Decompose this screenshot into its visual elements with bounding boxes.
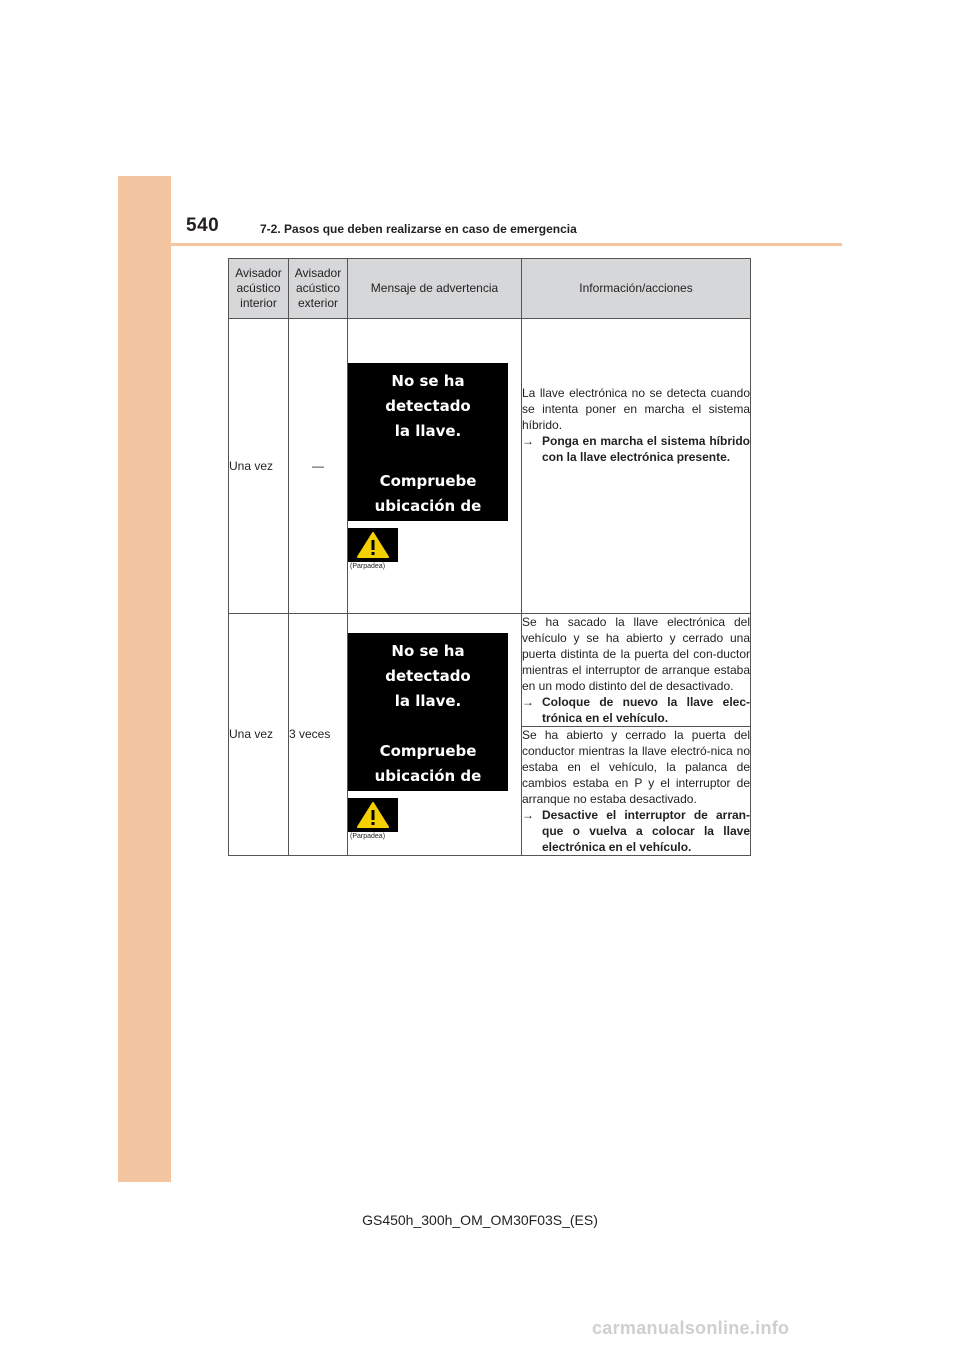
col-header-message: Mensaje de advertencia [348, 259, 522, 319]
message-line: ubicación de [374, 767, 482, 785]
col-header-interior: Avisador acústico interior [229, 259, 289, 319]
table-header-row [229, 259, 751, 319]
message-line: Compruebe [379, 471, 477, 490]
exterior-buzzer-cell: — [289, 319, 348, 614]
interior-buzzer-cell: Una vez [229, 614, 289, 856]
arrow-icon: → [522, 695, 534, 709]
table-row [229, 319, 751, 614]
blink-label: (Parpadea) [350, 562, 386, 570]
message-line: llave. [404, 792, 452, 810]
section-title: 7-2. Pasos que deben realizarse en caso de emergencia [260, 222, 577, 236]
info-text: Se ha sacado la llave electrónica del vehículo y se ha abierto y cerrado una puerta distinta de la puerta del con-ductor mientras el interruptor de arranque estaba en un modo distinto del de desactivado. [522, 615, 750, 693]
footer-doc-code: GS450h_300h_OM_OM30F03S_(ES) [362, 1212, 598, 1228]
message-line: la llave. [394, 692, 462, 710]
info-action [522, 694, 750, 726]
info-text: La llave electrónica no se detecta cuando se intenta poner en marcha el sistema híbrido. [522, 386, 750, 432]
info-cell [522, 319, 751, 614]
watermark: carmanualsonline.info [592, 1318, 790, 1338]
warning-table [228, 258, 751, 856]
arrow-icon: → [522, 434, 534, 448]
warning-triangle-icon [357, 802, 389, 828]
message-line: No se ha detectado [385, 642, 471, 685]
info-text: Se ha abierto y cerrado la puerta del conductor mientras la llave electró-nica no estaba en el vehículo, la palanca de cambios estaba en P y el interruptor de arranque no estaba desactivado. [522, 728, 750, 806]
col-header-exterior: Avisador acústico exterior [289, 259, 348, 319]
warning-message-cell [348, 614, 522, 856]
col-header-info: Información/acciones [522, 259, 751, 319]
action-text: Coloque de nuevo la llave elec-trónica en el vehículo. [542, 695, 750, 725]
blink-label: (Parpadea) [350, 833, 386, 840]
message-line: No se ha detectado [385, 371, 471, 415]
warning-indicator [348, 528, 398, 562]
warning-indicator [348, 798, 398, 832]
info-cell [522, 727, 751, 856]
info-cell [522, 614, 751, 727]
sidebar-tab [118, 176, 171, 1182]
warning-triangle-icon [357, 532, 389, 558]
multi-info-display [348, 363, 508, 540]
message-line: la llave. [394, 421, 462, 440]
warning-message-cell [348, 319, 522, 614]
table-row [229, 614, 751, 727]
message-line: ubicación de [374, 496, 482, 515]
action-text: Ponga en marcha el sistema híbrido con la llave electrónica presente. [542, 434, 750, 464]
header-rule [118, 243, 842, 246]
info-action [522, 807, 750, 855]
info-action [522, 433, 750, 465]
action-text: Desactive el interruptor de arran-que o vuelva a colocar la llave electrónica en el vehículo. [542, 808, 750, 854]
arrow-icon: → [522, 808, 534, 822]
message-line: Compruebe [379, 742, 477, 760]
multi-info-display [348, 633, 508, 810]
message-line: llave. [404, 521, 452, 540]
exterior-buzzer-cell: 3 veces [289, 614, 348, 856]
page-number: 540 [186, 215, 220, 236]
interior-buzzer-cell: Una vez [229, 319, 289, 614]
